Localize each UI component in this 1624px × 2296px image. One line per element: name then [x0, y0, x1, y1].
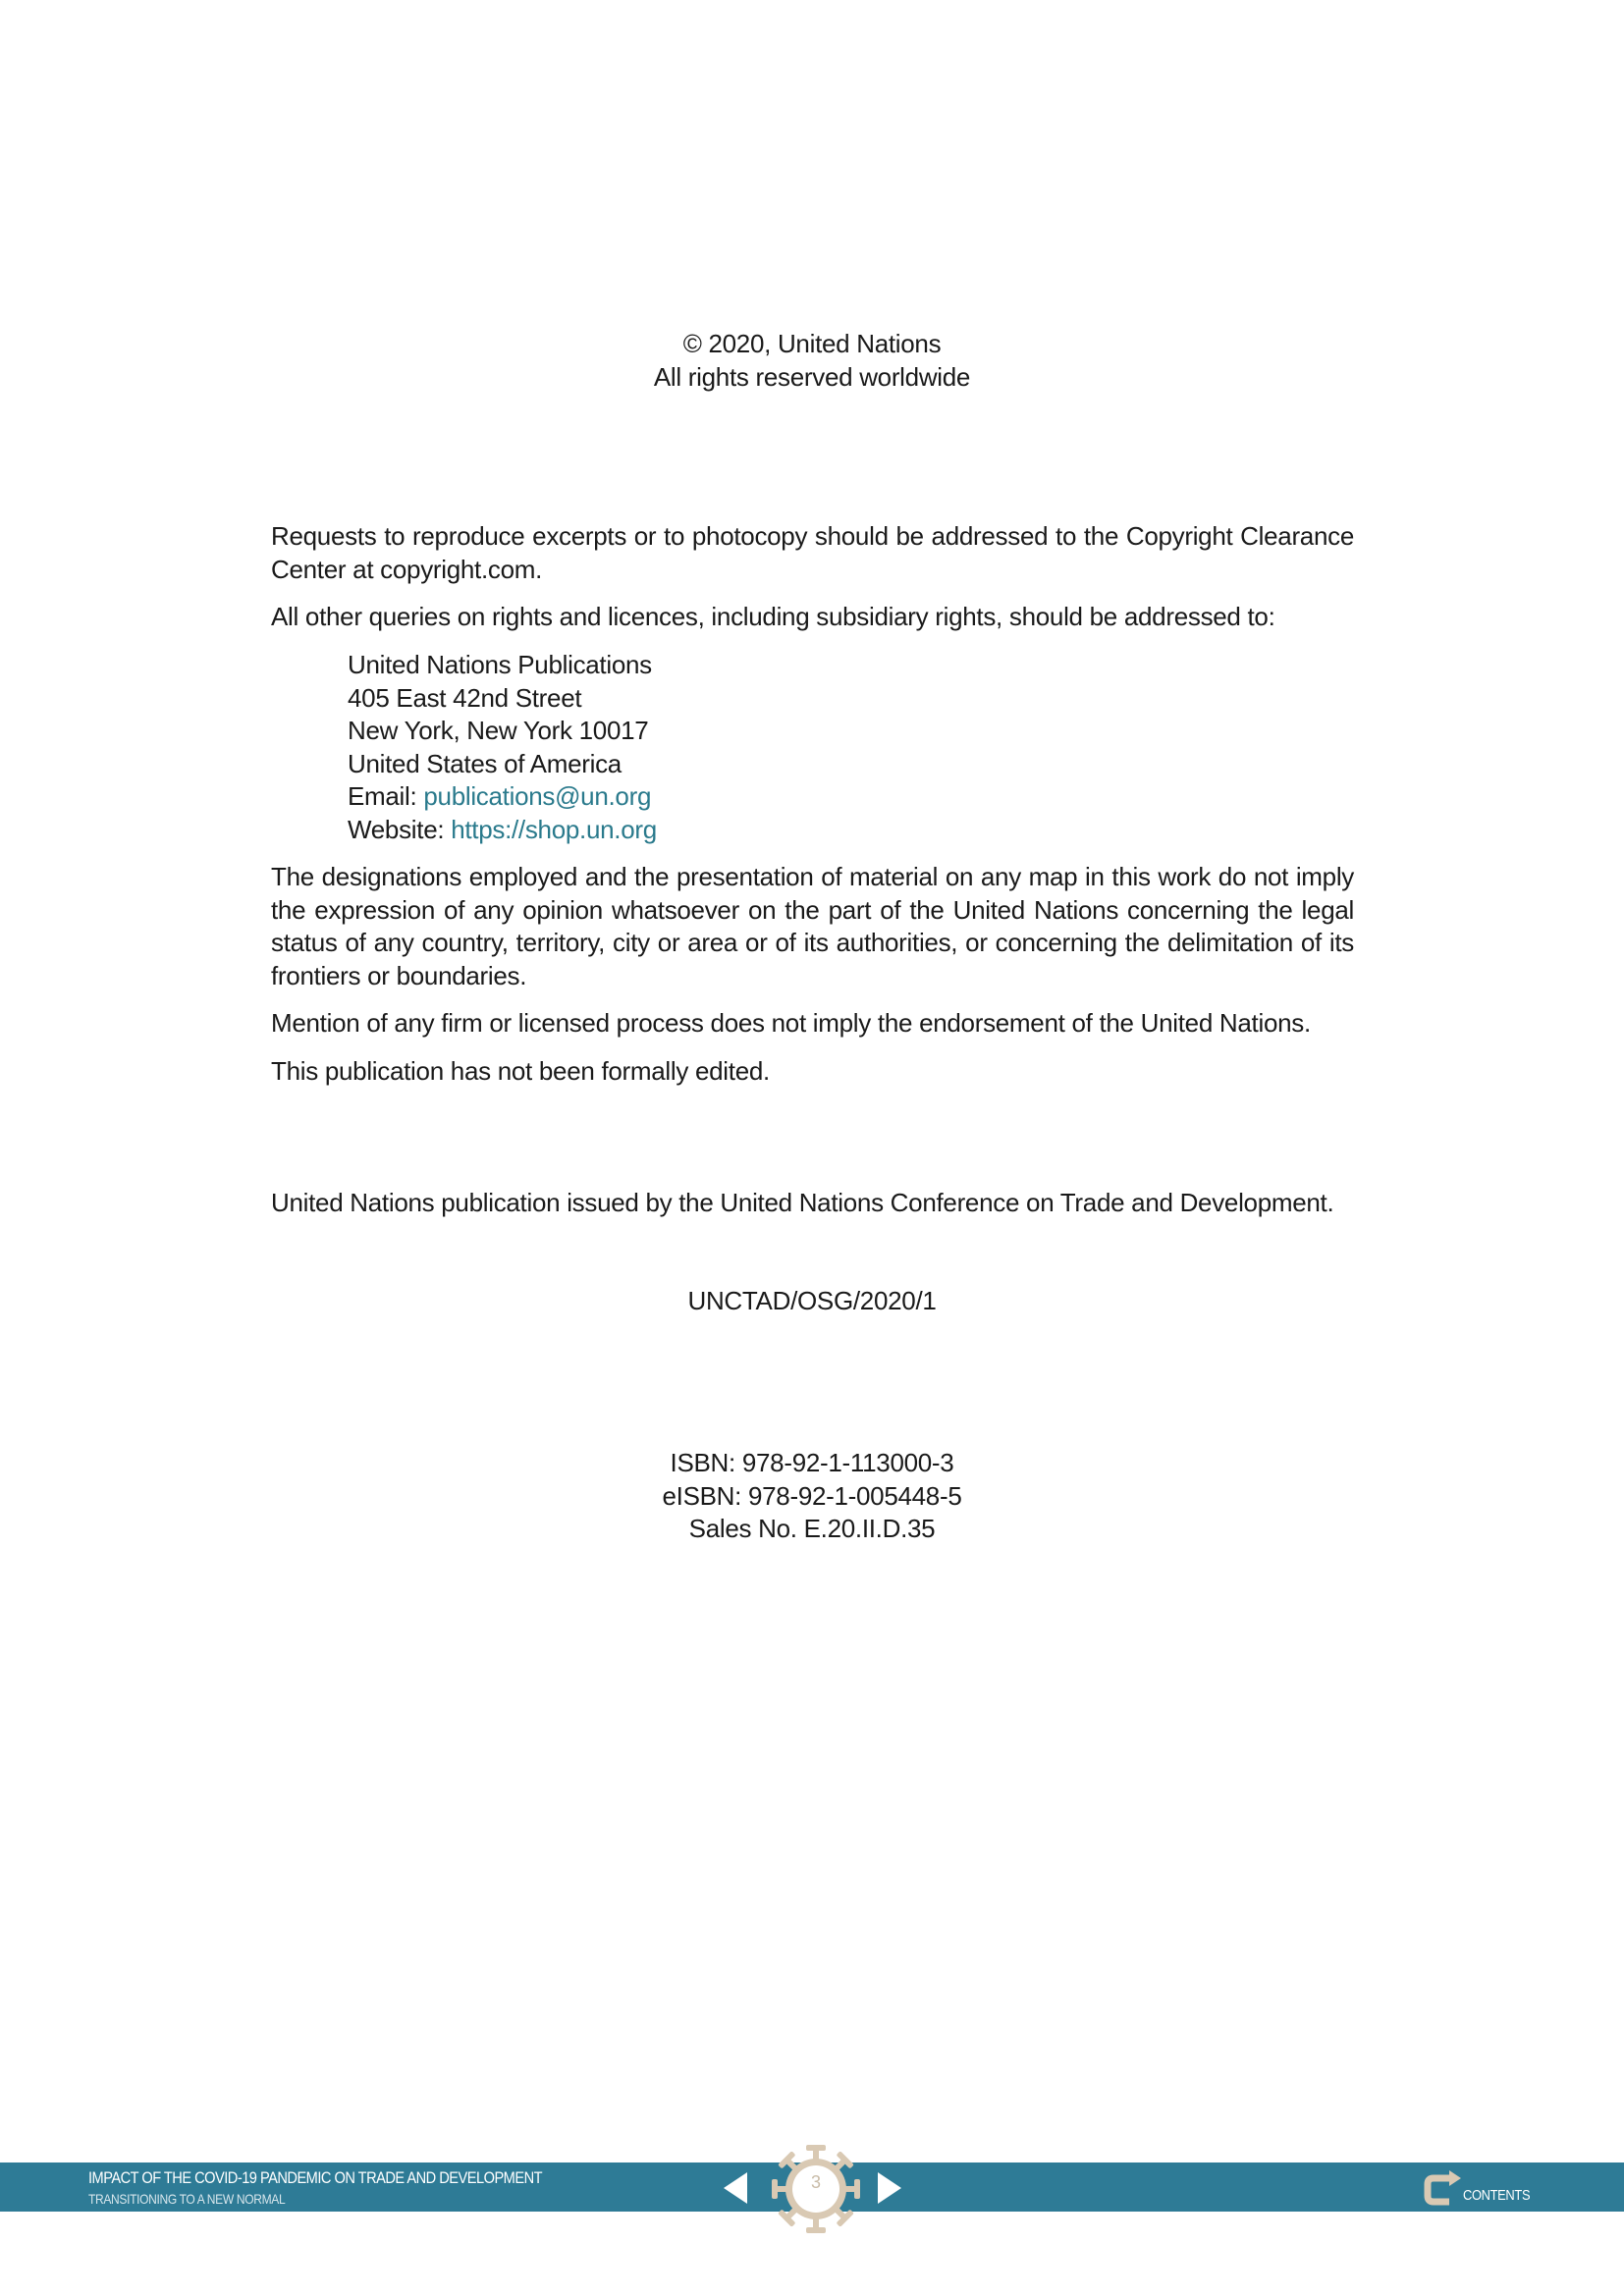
- requests-paragraph: Requests to reproduce excerpts or to photocopy should be addressed to the Copyright Clearance Center at copyright.com.: [271, 521, 1354, 584]
- contents-label: CONTENTS: [1463, 2187, 1531, 2204]
- eisbn: eISBN: 978-92-1-005448-5: [662, 1480, 962, 1511]
- issuer-statement: United Nations publication issued by the United Nations Conference on Trade and Development.: [271, 1188, 1334, 1217]
- copyright-line: © 2020, United Nations: [682, 329, 942, 358]
- endorsement-disclaimer: Mention of any firm or licensed process does not imply the endorsement of the United Nations.: [271, 1008, 1311, 1038]
- address-line: 405 East 42nd Street: [348, 682, 582, 713]
- identifiers-block: [0, 1447, 1624, 1546]
- rights-requests: [271, 520, 1354, 586]
- document-symbol: UNCTAD/OSG/2020/1: [687, 1286, 937, 1315]
- designations-paragraph: The designations employed and the presentation of material on any map in this work do not imply the expression of any opinion whatsoever on the part of the United Nations concerning the legal status of any country, territory, city or area or of its authorities, or concerning the delimitation of its frontiers or boundaries.: [271, 862, 1354, 990]
- address-line: United Nations Publications: [348, 650, 652, 679]
- email-link[interactable]: publications@un.org: [423, 781, 652, 811]
- return-arrow-icon: [1422, 2168, 1467, 2208]
- footer-title: IMPACT OF THE COVID-19 PANDEMIC ON TRADE AND DEVELOPMENT: [88, 2168, 543, 2187]
- designations-disclaimer: [271, 861, 1354, 992]
- website-label: Website:: [348, 814, 452, 844]
- address-line: New York, New York 10017: [348, 716, 649, 745]
- email-label: Email:: [348, 781, 424, 811]
- email-row: [348, 780, 657, 814]
- next-page-button[interactable]: [878, 2172, 901, 2204]
- footer-subtitle: TRANSITIONING TO A NEW NORMAL: [88, 2191, 286, 2207]
- queries-paragraph: All other queries on rights and licences, including subsidiary rights, should be addressed to:: [271, 602, 1275, 631]
- not-edited-note: This publication has not been formally edited.: [271, 1056, 770, 1086]
- isbn: ISBN: 978-92-1-113000-3: [670, 1448, 954, 1477]
- address-line: United States of America: [348, 748, 622, 778]
- website-row: [348, 814, 657, 847]
- previous-page-button[interactable]: [724, 2172, 747, 2204]
- sales-number: Sales No. E.20.II.D.35: [688, 1514, 936, 1543]
- rights-reserved-line: All rights reserved worldwide: [653, 362, 971, 392]
- address-block: [348, 649, 657, 846]
- page-number: 3: [810, 2172, 821, 2192]
- copyright-block: [0, 327, 1624, 394]
- website-link[interactable]: https://shop.un.org: [451, 814, 657, 844]
